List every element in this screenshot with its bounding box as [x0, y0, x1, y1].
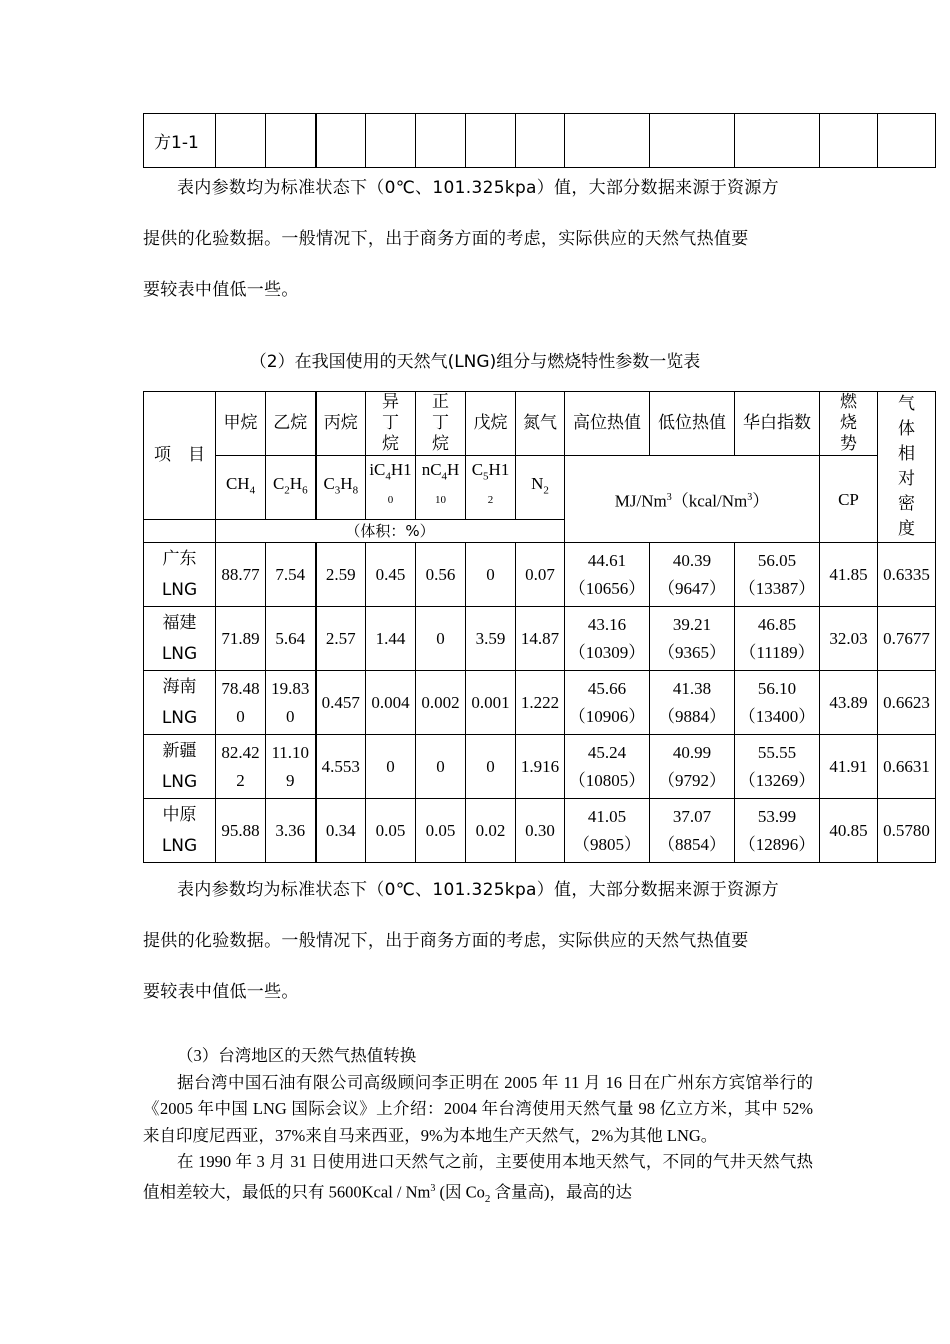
cell-ch4: 88.77: [216, 543, 266, 607]
row-name: 福建 LNG: [144, 607, 216, 671]
cell-wobbe: 56.05 （13387）: [735, 543, 820, 607]
top-table-cell: [466, 114, 516, 168]
cell-c5: 0.001: [466, 671, 516, 735]
cell-cp: 40.85: [820, 799, 878, 863]
cell-n2: 0.30: [516, 799, 565, 863]
top-table-cell: [516, 114, 565, 168]
note-line-1: 表内参数均为标准状态下（0℃、101.325kpa）值，大部分数据来源于资源方: [177, 178, 779, 198]
cell-n2: 1.916: [516, 735, 565, 799]
cell-ic4: 0: [366, 735, 416, 799]
cell-cp: 41.91: [820, 735, 878, 799]
cell-lhv: 40.99 （9792）: [650, 735, 735, 799]
section-3-paragraph-2: 在 1990 年 3 月 31 日使用进口天然气之前，主要使用本地天然气，不同的气井天然气热值相差较大，最低的只有 5600Kcal / Nm$^3$ (因 $Co_2$ 含量高)，最高的达: [143, 1152, 813, 1205]
cell-c3h8: 0.457: [316, 671, 366, 735]
cell-wobbe: 56.10 （13400）: [735, 671, 820, 735]
top-table-cell: [735, 114, 820, 168]
note-line-3: 要较表中值低一些。: [143, 982, 299, 1002]
heat-unit-header: MJ/Nm$^3$（kcal/Nm$^3$）: [565, 456, 820, 543]
cell-ch4: 71.89: [216, 607, 266, 671]
formula-n2: $N_2$: [516, 456, 565, 520]
table-row-zhongyuan: [144, 799, 936, 863]
cell-c2h6: 5.64: [266, 607, 316, 671]
property-header-density: 气体相对密度: [878, 392, 936, 543]
cell-nc4: 0: [416, 735, 466, 799]
cell-n2: 1.222: [516, 671, 565, 735]
table-row-fujian: [144, 607, 936, 671]
table-row-hainan: [144, 671, 936, 735]
cell-ch4: 78.48 0: [216, 671, 266, 735]
component-header-ch4: 甲烷: [216, 392, 266, 456]
cell-density: 0.6335: [878, 543, 936, 607]
cell-c5: 0: [466, 543, 516, 607]
component-header-nc4: 正丁烷: [416, 392, 466, 456]
cell-hhv: 44.61 （10656）: [565, 543, 650, 607]
cell-ic4: 0.004: [366, 671, 416, 735]
cell-hhv: 43.16 （10309）: [565, 607, 650, 671]
formula-c3h8: $C_3H_8$: [316, 456, 366, 520]
note-paragraph-2: [143, 865, 823, 1018]
cell-wobbe: 53.99 （12896）: [735, 799, 820, 863]
cell-c5: 0: [466, 735, 516, 799]
row-name: 新疆 LNG: [144, 735, 216, 799]
top-table-cell: [316, 114, 366, 168]
cell-cp: 41.85: [820, 543, 878, 607]
top-table-cell: [366, 114, 416, 168]
cell-hhv: 41.05 （9805）: [565, 799, 650, 863]
component-header-n2: 氮气: [516, 392, 565, 456]
component-header-c2h6: 乙烷: [266, 392, 316, 456]
formula-nc4: $nC_4H$ 10: [416, 456, 466, 520]
cell-c2h6: 7.54: [266, 543, 316, 607]
cell-density: 0.5780: [878, 799, 936, 863]
cell-ch4: 95.88: [216, 799, 266, 863]
cell-nc4: 0.05: [416, 799, 466, 863]
formula-c5: $C_5H1$ 2: [466, 456, 516, 520]
top-table-label: 方1-1: [144, 114, 216, 168]
note-line-3: 要较表中值低一些。: [143, 280, 299, 300]
cell-ch4: 82.42 2: [216, 735, 266, 799]
property-header-lhv: 低位热值: [650, 392, 735, 456]
section-3-paragraph-1: 据台湾中国石油有限公司高级顾问李正明在 2005 年 11 月 16 日在广州东方宾馆举行的《2005 年中国 LNG 国际会议》上介绍：2004 年台湾使用天然气量 98 亿立方米，其中 52%来自印度尼西亚，37%来自马来西亚，9%为本地生产天然气，2%为其他 LNG。: [143, 1072, 813, 1145]
cell-nc4: 0.56: [416, 543, 466, 607]
cell-wobbe: 55.55 （13269）: [735, 735, 820, 799]
cell-lhv: 39.21 （9365）: [650, 607, 735, 671]
item-header-spacer: [144, 520, 216, 543]
cell-nc4: 0.002: [416, 671, 466, 735]
volume-unit-header: （体积：%）: [216, 520, 565, 543]
cell-c3h8: 0.34: [316, 799, 366, 863]
cell-c5: 3.59: [466, 607, 516, 671]
property-header-hhv: 高位热值: [565, 392, 650, 456]
row-name: 中原 LNG: [144, 799, 216, 863]
lng-composition-table: [143, 391, 936, 863]
cell-ic4: 1.44: [366, 607, 416, 671]
note-line-2: 提供的化验数据。一般情况下，出于商务方面的考虑，实际供应的天然气热值要: [143, 931, 749, 951]
formula-c2h6: $C_2H_6$: [266, 456, 316, 520]
formula-ic4: $iC_4H1$ 0: [366, 456, 416, 520]
top-fragment-table: [143, 113, 936, 168]
table-row-xinjiang: [144, 735, 936, 799]
top-table-cell: [878, 114, 936, 168]
cell-c5: 0.02: [466, 799, 516, 863]
cell-c3h8: 2.59: [316, 543, 366, 607]
top-table-cell: [216, 114, 266, 168]
component-header-c5: 戊烷: [466, 392, 516, 456]
cell-hhv: 45.66 （10906）: [565, 671, 650, 735]
note-line-1: 表内参数均为标准状态下（0℃、101.325kpa）值，大部分数据来源于资源方: [177, 880, 779, 900]
cell-c3h8: 4.553: [316, 735, 366, 799]
table-caption: （2）在我国使用的天然气(LNG)组分与燃烧特性参数一览表: [249, 352, 701, 372]
cell-density: 0.6623: [878, 671, 936, 735]
note-line-2: 提供的化验数据。一般情况下，出于商务方面的考虑，实际供应的天然气热值要: [143, 229, 749, 249]
cell-ic4: 0.45: [366, 543, 416, 607]
cell-n2: 14.87: [516, 607, 565, 671]
cell-cp: 32.03: [820, 607, 878, 671]
top-table-cell: [416, 114, 466, 168]
top-table-cell: [650, 114, 735, 168]
cell-lhv: 41.38 （9884）: [650, 671, 735, 735]
table-row-guangdong: [144, 543, 936, 607]
property-header-cp: 燃烧势: [820, 392, 878, 456]
cell-n2: 0.07: [516, 543, 565, 607]
section-3-title: （3）台湾地区的天然气热值转换: [177, 1046, 417, 1065]
row-name: 广东 LNG: [144, 543, 216, 607]
cell-wobbe: 46.85 （11189）: [735, 607, 820, 671]
top-table-cell: [820, 114, 878, 168]
cell-cp: 43.89: [820, 671, 878, 735]
cell-density: 0.6631: [878, 735, 936, 799]
item-header: 项 目: [144, 392, 216, 520]
row-name: 海南 LNG: [144, 671, 216, 735]
top-table-cell: [266, 114, 316, 168]
formula-ch4: $CH_4$: [216, 456, 266, 520]
cell-c2h6: 11.10 9: [266, 735, 316, 799]
cell-nc4: 0: [416, 607, 466, 671]
cell-lhv: 37.07 （8854）: [650, 799, 735, 863]
cell-c2h6: 19.83 0: [266, 671, 316, 735]
top-table-cell: [565, 114, 650, 168]
cell-density: 0.7677: [878, 607, 936, 671]
cell-c3h8: 2.57: [316, 607, 366, 671]
cell-ic4: 0.05: [366, 799, 416, 863]
cell-hhv: 45.24 （10805）: [565, 735, 650, 799]
component-header-c3h8: 丙烷: [316, 392, 366, 456]
cell-lhv: 40.39 （9647）: [650, 543, 735, 607]
section-3: [143, 1043, 813, 1212]
note-paragraph-1: [143, 163, 823, 316]
cp-unit-header: CP: [820, 456, 878, 543]
cell-c2h6: 3.36: [266, 799, 316, 863]
component-header-ic4: 异丁烷: [366, 392, 416, 456]
property-header-wobbe: 华白指数: [735, 392, 820, 456]
